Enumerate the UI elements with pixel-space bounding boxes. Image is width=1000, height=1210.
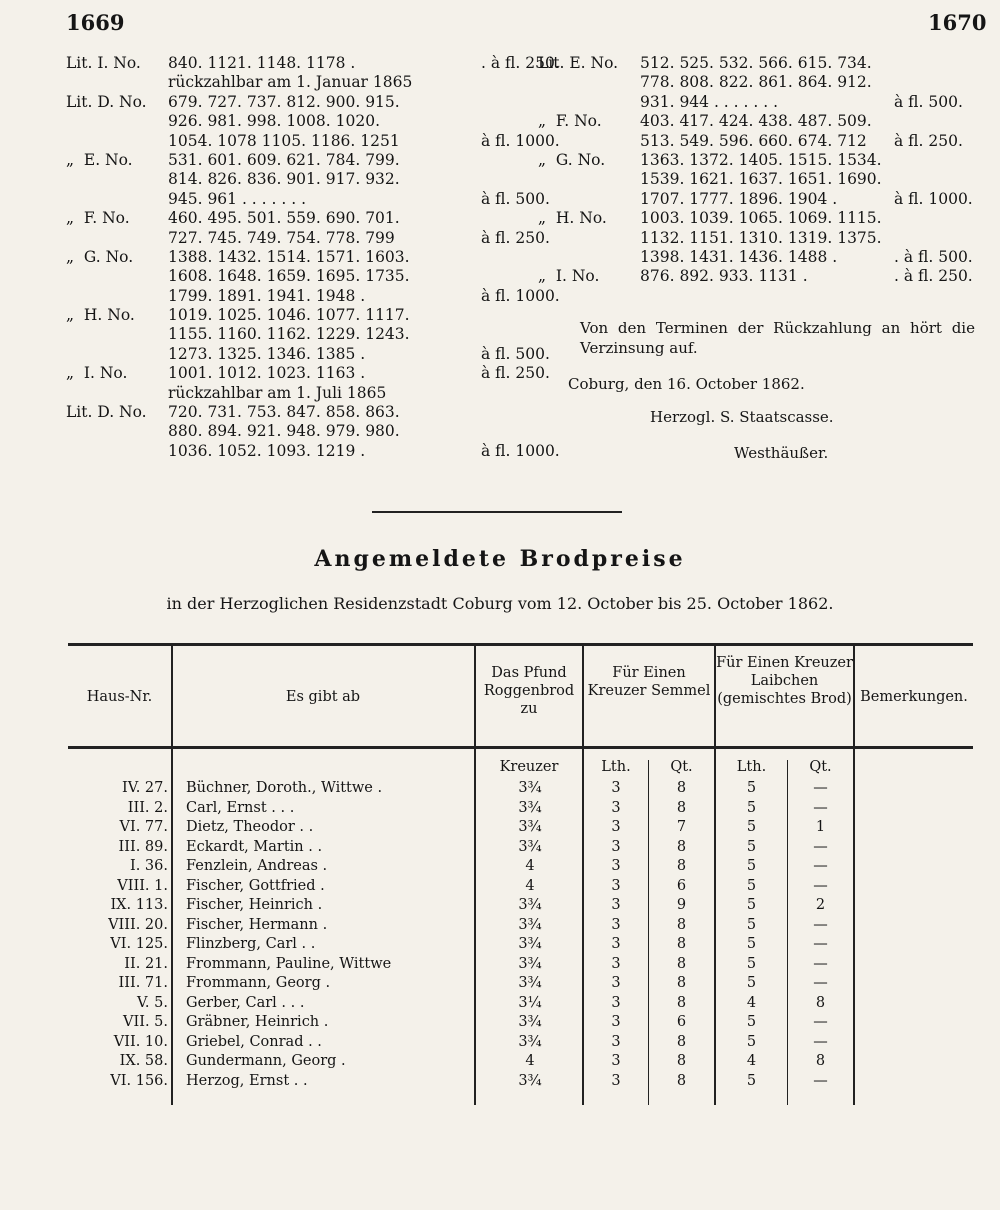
bond-line [538,209,978,228]
baker-name-cell: Eckardt, Martin . . [186,838,323,855]
bond-line [66,344,550,364]
baker-name-cell: Frommann, Georg . [186,975,331,991]
semmel-loth-cell: 3 [611,780,621,796]
semmel-quentchen-cell: 9 [676,897,687,913]
haus-nr-cell: VIII. 20. [108,916,168,933]
bond-line [66,209,511,228]
semmel-quentchen-cell: 8 [676,858,687,874]
bond-line [66,286,560,306]
baker-name-cell: Carl, Ernst . . . [186,799,295,816]
roggenbrod-price-cell: 4 [525,877,535,894]
semmel-quentchen-cell: 8 [676,955,687,972]
baker-name-cell: Gundermann, Georg . [186,1053,346,1069]
unit-loth: Lth. [736,759,767,775]
semmel-quentchen-cell: 6 [676,877,687,894]
bond-series: Lit. D. No. [66,92,147,111]
table-row [68,975,973,992]
bond-line [538,73,978,92]
bond-amount: . à fl. 500. [894,247,973,266]
bond-line [66,403,511,422]
bond-numbers: 1155. 1160. 1162. 1229. 1243. [168,325,410,344]
bond-numbers: 1054. 1078 1105. 1186. 1251 [168,131,400,150]
table-row [68,858,973,875]
laibchen-quentchen-cell: — [813,936,828,952]
bond-line [538,267,978,286]
haus-nr-cell: II. 21. [124,955,168,972]
semmel-loth-cell: 3 [611,936,621,952]
table-row [68,936,973,953]
unit-quentchen: Qt. [670,759,693,775]
bond-numbers: 876. 892. 933. 1131 . [640,267,808,286]
baker-name-cell: Büchner, Doroth., Wittwe . [186,780,383,796]
bond-line [66,131,560,151]
haus-nr-cell: III. 89. [118,838,168,855]
semmel-loth-cell: 3 [611,799,621,816]
roggenbrod-price-cell: 3¾ [518,1014,542,1030]
bond-numbers: rückzahlbar am 1. Juli 1865 [168,383,387,402]
bond-line [538,190,978,209]
laibchen-loth-cell: 5 [746,897,757,913]
header-haus-nr: Haus-Nr. [86,689,153,705]
laibchen-quentchen-cell: 1 [815,819,826,835]
semmel-loth-cell: 3 [611,877,621,894]
table-row [68,780,973,797]
unit-quentchen: Qt. [809,759,832,775]
baker-name-cell: Fischer, Gottfried . [186,877,325,894]
section-title: Angemeldete Brodpreise [314,546,686,572]
bond-line [66,54,560,73]
bond-numbers: 460. 495. 501. 559. 690. 701. [168,209,400,228]
laibchen-quentchen-cell: — [813,858,828,874]
bond-line [66,73,511,92]
bond-line [538,170,978,189]
bond-series: „ I. No. [66,364,128,383]
roggenbrod-price-cell: 3¾ [518,819,542,835]
baker-name-cell: Gerber, Carl . . . [186,994,305,1011]
bond-series: „ G. No. [66,247,134,266]
laibchen-quentchen-cell: — [813,1072,828,1089]
bond-numbers: 403. 417. 424. 438. 487. 509. [640,112,872,131]
bond-amount: à fl. 250. [481,228,550,247]
roggenbrod-price-cell: 3¾ [518,780,542,796]
bond-numbers: 1036. 1052. 1093. 1219 . [168,441,366,460]
bond-line [538,229,978,248]
bond-line [538,112,978,131]
page-number-left: 1669 [66,10,125,35]
table-row [68,917,973,934]
laibchen-loth-cell: 5 [746,916,757,933]
laibchen-loth-cell: 5 [746,975,757,991]
header-es-gibt-ab: Es gibt ab [285,689,361,705]
bond-numbers: 1001. 1012. 1023. 1163 . [168,364,366,383]
laibchen-loth-cell: 5 [746,838,757,855]
roggenbrod-price-cell: 3¾ [518,799,542,816]
bond-numbers: 1388. 1432. 1514. 1571. 1603. [168,247,410,266]
left-bond-list [66,54,560,461]
table-row [68,995,973,1012]
section-subtitle: in der Herzoglichen Residenzstadt Coburg vom 12. October bis 25. October 1862. [166,594,834,613]
place-date: Coburg, den 16. October 1862. [568,375,805,393]
bond-series: „ H. No. [66,306,135,325]
bond-amount: à fl. 1000. [481,131,560,150]
bond-numbers: 840. 1121. 1148. 1178 . [168,54,356,72]
haus-nr-cell: IV. 27. [122,780,168,796]
table-top-rule [68,643,973,646]
page-number-right: 1670 [928,10,987,35]
laibchen-quentchen-cell: — [813,780,828,796]
bond-numbers: 1132. 1151. 1310. 1319. 1375. [640,228,882,247]
semmel-loth-cell: 3 [611,858,621,874]
bond-series: „ G. No. [538,150,606,169]
bond-numbers: 1707. 1777. 1896. 1904 . [640,189,838,208]
bond-line [66,267,511,286]
baker-name-cell: Fischer, Hermann . [186,916,328,933]
semmel-quentchen-cell: 8 [676,994,687,1011]
baker-name-cell: Herzog, Ernst . . [186,1072,308,1089]
bond-amount: à fl. 500. [481,189,550,208]
bond-line [66,112,511,131]
laibchen-quentchen-cell: — [813,1014,828,1030]
semmel-quentchen-cell: 8 [676,1053,687,1069]
baker-name-cell: Flinzberg, Carl . . [186,936,316,952]
bond-line [66,228,550,248]
bond-line [538,54,978,73]
table-row [68,897,973,914]
semmel-quentchen-cell: 8 [676,916,687,933]
bond-line [538,93,978,112]
laibchen-quentchen-cell: — [813,975,828,991]
roggenbrod-price-cell: 3¾ [518,838,542,855]
bond-numbers: 1003. 1039. 1065. 1069. 1115. [640,209,882,228]
haus-nr-cell: VII. 10. [113,1033,168,1050]
bond-series: Lit. E. No. [538,54,619,72]
semmel-quentchen-cell: 6 [676,1014,687,1030]
semmel-loth-cell: 3 [611,1033,621,1050]
haus-nr-cell: VI. 77. [119,819,168,835]
semmel-quentchen-cell: 8 [676,799,687,816]
laibchen-quentchen-cell: — [813,955,828,972]
bond-amount: à fl. 250. [481,364,550,383]
bond-line [538,151,978,170]
bond-numbers: 926. 981. 998. 1008. 1020. [168,112,380,131]
bond-line [66,93,511,112]
laibchen-quentchen-cell: — [813,799,828,816]
bond-numbers: rückzahlbar am 1. Januar 1865 [168,73,413,92]
laibchen-loth-cell: 5 [746,1014,757,1030]
roggenbrod-price-cell: 3¾ [518,1033,542,1050]
bond-numbers: 1799. 1891. 1941. 1948 . [168,286,366,305]
laibchen-quentchen-cell: — [813,877,828,894]
bond-line [66,248,511,267]
baker-name-cell: Gräbner, Heinrich . [186,1014,329,1030]
haus-nr-cell: VI. 125. [110,936,168,952]
baker-name-cell: Fischer, Heinrich . [186,897,323,913]
semmel-quentchen-cell: 8 [676,936,687,952]
bond-line [538,248,978,267]
bond-line [66,170,511,189]
bond-numbers: 531. 601. 609. 621. 784. 799. [168,150,400,169]
bond-line [66,151,511,170]
bond-line [66,364,550,383]
bond-series: „ I. No. [538,267,600,286]
bond-amount: à fl. 250. [894,131,963,150]
bond-line [538,132,978,151]
bond-numbers: 512. 525. 532. 566. 615. 734. [640,54,872,72]
roggenbrod-price-cell: 3¾ [518,955,542,972]
baker-name-cell: Griebel, Conrad . . [186,1033,322,1050]
bond-amount: à fl. 1000. [894,189,973,208]
bond-numbers: 880. 894. 921. 948. 979. 980. [168,422,400,441]
bond-amount: . à fl. 250. [894,267,973,286]
semmel-quentchen-cell: 8 [676,838,687,855]
bond-amount: à fl. 500. [894,92,963,111]
bond-numbers: 679. 727. 737. 812. 900. 915. [168,92,400,111]
semmel-quentchen-cell: 8 [676,780,687,796]
haus-nr-cell: VI. 156. [110,1072,168,1089]
bond-line [66,325,511,344]
haus-nr-cell: VIII. 1. [117,877,168,894]
bond-line [66,306,511,325]
bond-numbers: 945. 961 . . . . . . . [168,189,307,208]
laibchen-loth-cell: 5 [746,936,757,952]
bond-numbers: 1608. 1648. 1659. 1695. 1735. [168,267,410,286]
table-header-rule [68,746,973,749]
roggenbrod-price-cell: 4 [525,1053,535,1069]
roggenbrod-price-cell: 3¾ [518,936,542,952]
bond-line [66,189,550,209]
baker-name-cell: Dietz, Theodor . . [186,819,314,835]
laibchen-loth-cell: 4 [746,1053,757,1069]
unit-loth: Lth. [601,759,631,775]
table-row [68,878,973,895]
bond-numbers: 727. 745. 749. 754. 778. 799 [168,228,395,247]
bond-numbers: 1019. 1025. 1046. 1077. 1117. [168,306,410,325]
semmel-loth-cell: 3 [611,1072,621,1089]
roggenbrod-price-cell: 3¼ [518,994,542,1011]
bond-series: „ F. No. [66,209,130,228]
semmel-loth-cell: 3 [611,1014,621,1030]
bond-amount: à fl. 500. [481,344,550,363]
laibchen-loth-cell: 4 [746,994,757,1011]
bond-series: Lit. I. No. [66,54,141,72]
semmel-loth-cell: 3 [611,975,621,991]
roggenbrod-price-cell: 3¾ [518,975,542,991]
bond-line [66,441,560,461]
bond-numbers: 1539. 1621. 1637. 1651. 1690. [640,170,882,189]
semmel-quentchen-cell: 8 [676,1033,687,1050]
bond-series: „ H. No. [538,209,607,228]
laibchen-loth-cell: 5 [746,1072,757,1089]
roggenbrod-price-cell: 4 [525,858,535,874]
haus-nr-cell: VII. 5. [123,1014,168,1030]
laibchen-quentchen-cell: — [813,916,828,933]
table-row [68,1014,973,1031]
semmel-quentchen-cell: 8 [676,975,687,991]
semmel-loth-cell: 3 [611,819,621,835]
table-row [68,956,973,973]
semmel-loth-cell: 3 [611,955,621,972]
bond-line [66,422,511,441]
bond-numbers: 778. 808. 822. 861. 864. 912. [640,73,872,92]
header-semmel: Für Einen Kreuzer Semmel [587,665,711,699]
bond-amount: à fl. 1000. [481,441,560,460]
roggenbrod-price-cell: 3¾ [518,897,542,913]
roggenbrod-price-cell: 3¾ [518,916,542,933]
bond-amount: . à fl. 250. [481,54,560,72]
laibchen-loth-cell: 5 [746,819,757,835]
table-row [68,800,973,817]
table-row [68,839,973,856]
semmel-loth-cell: 3 [611,994,621,1011]
unit-kreuzer: Kreuzer [499,759,559,775]
bond-numbers: 1398. 1431. 1436. 1488 . [640,247,838,266]
bond-series: „ F. No. [538,112,602,131]
bond-numbers: 513. 549. 596. 660. 674. 712 [640,131,867,150]
bond-line [66,384,511,403]
roggenbrod-price-cell: 3¾ [518,1072,542,1089]
signature: Westhäußer. [734,444,829,462]
laibchen-quentchen-cell: 2 [815,897,826,913]
repayment-notice: Von den Terminen der Rückzahlung an hört die Verzinsung auf. [580,319,975,357]
issuing-office: Herzogl. S. Staatscasse. [650,408,834,426]
baker-name-cell: Fenzlein, Andreas . [186,858,328,874]
laibchen-loth-cell: 5 [746,877,757,894]
laibchen-loth-cell: 5 [746,799,757,816]
header-bemerkungen: Bemerkungen. [860,689,968,705]
right-bond-list [538,54,978,287]
haus-nr-cell: III. 2. [127,799,168,816]
header-laibchen: Für Einen Kreuzer Laibchen (gemischtes Brod) [716,655,853,707]
bond-numbers: 720. 731. 753. 847. 858. 863. [168,403,400,422]
haus-nr-cell: IX. 113. [110,897,168,913]
table-row [68,819,973,836]
divider [372,511,622,513]
bond-amount: à fl. 1000. [481,286,560,305]
bond-numbers: 931. 944 . . . . . . . [640,92,779,111]
bond-series: „ E. No. [66,150,133,169]
semmel-loth-cell: 3 [611,838,621,855]
semmel-loth-cell: 3 [611,897,621,913]
baker-name-cell: Frommann, Pauline, Wittwe [186,955,392,972]
haus-nr-cell: I. 36. [129,858,168,874]
semmel-quentchen-cell: 8 [676,1072,687,1089]
laibchen-loth-cell: 5 [746,858,757,874]
haus-nr-cell: V. 5. [137,994,168,1011]
table-row [68,1034,973,1051]
laibchen-loth-cell: 5 [746,1033,757,1050]
laibchen-quentchen-cell: — [813,1033,828,1050]
laibchen-quentchen-cell: 8 [815,994,826,1011]
bond-numbers: 1363. 1372. 1405. 1515. 1534. [640,150,882,169]
laibchen-loth-cell: 5 [746,780,757,796]
laibchen-quentchen-cell: 8 [815,1053,826,1069]
laibchen-loth-cell: 5 [746,955,757,972]
semmel-loth-cell: 3 [611,916,621,933]
bond-numbers: 814. 826. 836. 901. 917. 932. [168,170,400,189]
header-roggenbrod: Das Pfund Roggenbrod zu [483,665,575,717]
laibchen-quentchen-cell: — [813,838,828,855]
haus-nr-cell: III. 71. [118,975,168,991]
bond-series: Lit. D. No. [66,403,147,422]
semmel-quentchen-cell: 7 [676,819,687,835]
haus-nr-cell: IX. 58. [119,1053,168,1069]
semmel-loth-cell: 3 [611,1053,621,1069]
table-row [68,1073,973,1090]
bond-numbers: 1273. 1325. 1346. 1385 . [168,344,366,363]
table-row [68,1053,973,1070]
